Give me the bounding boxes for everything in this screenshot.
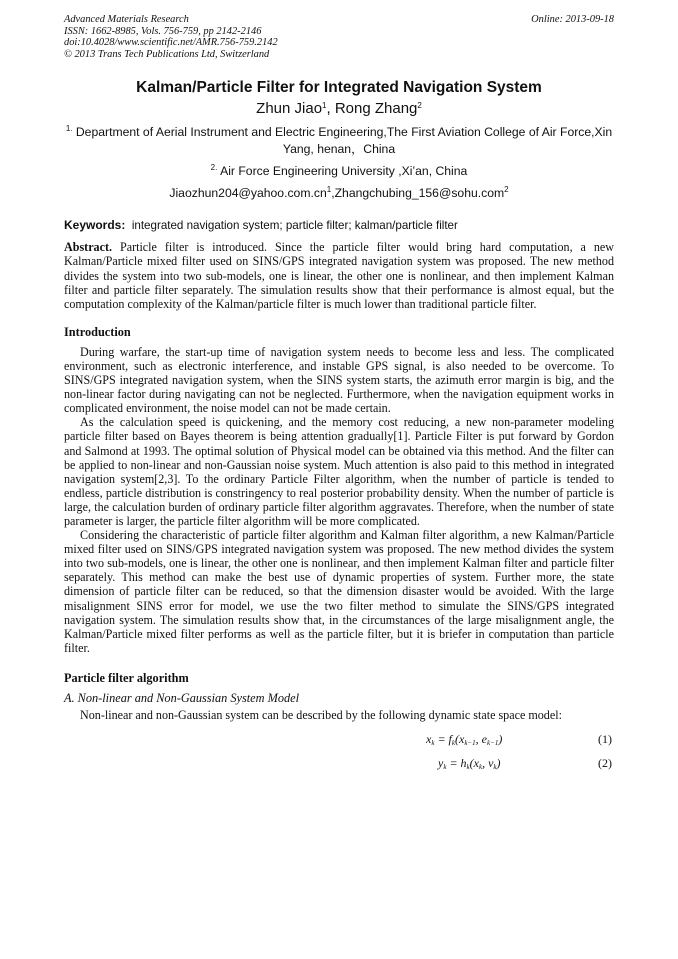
email-separator: ,	[331, 185, 335, 200]
affiliation-2	[64, 163, 614, 180]
author-1-sup: 1	[322, 101, 327, 111]
section2-paragraph-1: Non-linear and non-Gaussian system can be described by the following dynamic state space model:	[80, 707, 562, 722]
online-date: Online: 2013-09-18	[531, 14, 614, 25]
author-1-name: Zhun Jiao	[256, 100, 323, 118]
introduction-heading: Introduction	[64, 324, 131, 339]
paper-title: Kalman/Particle Filter for Integrated Navigation System	[136, 79, 542, 97]
affiliation-2-mark: 2.	[210, 163, 218, 173]
email-2-sup: 2	[504, 184, 509, 194]
author-separator: ,	[326, 100, 335, 118]
affiliation-2-text: Air Force Engineering University ,Xi’an, China	[220, 164, 468, 179]
journal-header	[64, 14, 614, 60]
equation-2-expression: $y_k = h_k(x_k$, $v_k$)	[438, 756, 501, 771]
email-1-sup: 1	[326, 184, 332, 194]
affiliation-1-text: Department of Aerial Instrument and Electric Engineering,The First Aviation College of Air Force,Xin Yang, henan，China	[75, 125, 613, 156]
abstract-text: Particle filter is introduced. Since the particle filter would bring hard computation, a new Kalman/Particle mixed filter used on SINS/GPS integrated navigation system was proposed. The new method divides the system into two sub-models, one is linear, the other one is nonlinear, and then implement Kalman filter and particle filter separately. The simulation results show that their performance is almost equal, but the computation complexity of the Kalman/particle filter is much lower than traditional particle filter.	[64, 240, 614, 311]
affiliation-1	[64, 124, 614, 157]
equation-1-number: (1)	[598, 732, 612, 746]
journal-name: Advanced Materials Research	[64, 14, 189, 25]
author-2-sup: 2	[417, 101, 422, 111]
journal-issn: ISSN: 1662-8985, Vols. 756-759, pp 2142-2146	[64, 25, 262, 37]
paper-page	[64, 14, 614, 778]
author-line	[64, 100, 614, 118]
keywords-text: integrated navigation system; particle filter; kalman/particle filter	[131, 219, 458, 233]
author-2-name: Rong Zhang	[334, 100, 418, 118]
intro-paragraph-1: During warfare, the start-up time of navigation system needs to become less and less. The complicated environment, such as electronic interference, and instable GPS signal, is also needed to be overcome. To SINS/GPS integrated navigation system, when the SINS system starts, the azimuth error margin is big, and the non-linear factor during navigating can not be neglected. Furthermore, when the navigation equipment works in complicated environment, the noise model can not be made certain.	[64, 344, 614, 416]
keywords-label: Keywords:	[64, 218, 126, 233]
email-2: Zhangchubing_156@sohu.com	[334, 185, 505, 200]
intro-paragraph-2: As the calculation speed is quickening, and the memory cost reducing, a new non-parameter modeling particle filter based on Bayes theorem is being attention gradually[1]. Particle Filter is put forward by Gordon and Salmond at 1993. The optimal solution of Physical model can be obtained via this method. And the filter can be applied to non-linear and non-Gaussian noise system. Much attention is also paid to this method in integrated navigation system[2,3]. To the ordinary Particle Filter algorithm, when the number of particle is tended to endless, particle distribution is constringency to real posterior probability density. When the number of particle is large, the calculation burden of ordinary particle filter algorithm aggravates. Therefore, when the number of state parameter is larger, the particle filter algorithm will be more complicated.	[64, 415, 614, 528]
equation-1	[64, 730, 614, 754]
subsection-a-heading: A. Non-linear and Non-Gaussian System Model	[64, 690, 299, 705]
affiliation-1-mark: 1.	[65, 124, 73, 134]
equation-1-expression: $x_k = f_k(x_{k-1}$, $e_{k-1}$)	[426, 732, 503, 747]
email-1: Jiaozhun204@yahoo.com.cn	[169, 185, 327, 200]
journal-doi: doi:10.4028/www.scientific.net/AMR.756-759.2142	[64, 37, 278, 49]
abstract-label: Abstract.	[64, 240, 113, 255]
equation-2	[64, 754, 614, 778]
section-particle-filter-heading: Particle filter algorithm	[64, 670, 189, 685]
equation-2-number: (2)	[598, 756, 612, 770]
keywords	[64, 218, 614, 233]
abstract	[64, 240, 614, 310]
journal-copyright: © 2013 Trans Tech Publications Ltd, Switzerland	[64, 48, 270, 60]
intro-paragraph-3: Considering the characteristic of particle filter algorithm and Kalman filter algorithm, a new Kalman/Particle mixed filter used on SINS/GPS integrated navigation system was proposed. The new method divides the system into two sub-models, one is linear, the other one is nonlinear, and then implement Kalman filter and particle filter separately. This method can make the best use of dynamic properties of system. Further more, the state dimension of particle filter can be reduced, so that the dimension disaster would be avoided. With the large misalignment SINS error for model, we use the two filter method to simulate the SINS/GPS integrated navigation system. The simulation results show that, in the circumstances of the large misalignment angle, the Kalman/Particle mixed filter performs as well as the particle filter, but it is briefer in computation than particle filter.	[64, 528, 614, 655]
email-line	[64, 185, 614, 202]
